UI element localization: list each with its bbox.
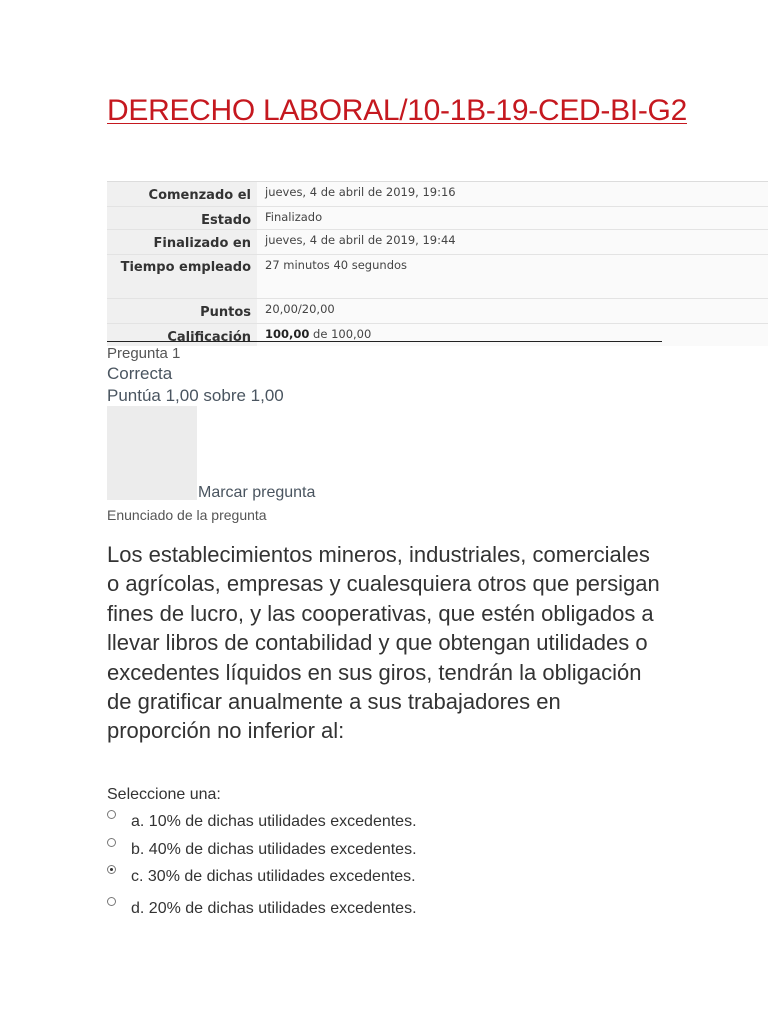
answer-option-label[interactable]: c. 30% de dichas utilidades excedentes. [131, 868, 416, 885]
summary-value: 20,00/20,00 [257, 299, 768, 323]
course-title-link[interactable]: DERECHO LABORAL/10-1B-19-CED-BI-G2 [107, 94, 687, 127]
summary-value: 27 minutos 40 segundos [257, 255, 768, 298]
answer-prompt: Seleccione una: [107, 786, 221, 803]
answer-option-c[interactable] [107, 867, 416, 887]
radio-button[interactable] [107, 810, 116, 819]
radio-button[interactable] [107, 838, 116, 847]
summary-value [257, 324, 768, 346]
radio-button-selected[interactable] [107, 865, 116, 874]
question-number: Pregunta 1 [107, 345, 181, 362]
attempt-summary-table [107, 181, 768, 346]
summary-row-points [107, 298, 768, 323]
summary-value: jueves, 4 de abril de 2019, 19:44 [257, 230, 768, 254]
question-stem-caption: Enunciado de la pregunta [107, 507, 267, 523]
summary-row-grade [107, 323, 768, 346]
answer-option-d[interactable] [107, 899, 417, 919]
summary-label: Puntos [107, 299, 257, 323]
summary-row-finished [107, 229, 768, 254]
answer-option-a[interactable] [107, 812, 417, 832]
summary-row-time-taken [107, 254, 768, 298]
summary-label: Calificación [107, 324, 257, 346]
question-grade: Puntúa 1,00 sobre 1,00 [107, 386, 284, 405]
grade-max: de 100,00 [309, 327, 372, 341]
summary-row-started [107, 181, 768, 206]
question-text: Los establecimientos mineros, industriales, comerciales o agrícolas, empresas y cualesquiera otros que persigan fines de lucro, y las cooperativas, que estén obligados a llevar libros de contabilidad y que obtengan utilidades o excedentes líquidos en sus giros, tendrán la obligación de gratificar anualmente a sus trabajadores en proporción no inferior al: [107, 542, 660, 744]
answer-option-b[interactable] [107, 840, 417, 860]
flag-icon[interactable] [107, 406, 197, 500]
answer-option-label[interactable]: a. 10% de dichas utilidades excedentes. [131, 813, 417, 830]
radio-button[interactable] [107, 897, 116, 906]
summary-row-state [107, 206, 768, 229]
answer-option-label[interactable]: b. 40% de dichas utilidades excedentes. [131, 841, 417, 858]
flag-question-link[interactable]: Marcar pregunta [198, 484, 316, 501]
summary-label: Finalizado en [107, 230, 257, 254]
summary-label: Comenzado el [107, 182, 257, 206]
summary-label: Estado [107, 207, 257, 229]
summary-value: jueves, 4 de abril de 2019, 19:16 [257, 182, 768, 206]
summary-value: Finalizado [257, 207, 768, 229]
summary-label: Tiempo empleado [107, 255, 257, 298]
summary-divider [107, 341, 662, 342]
answer-option-label[interactable]: d. 20% de dichas utilidades excedentes. [131, 900, 417, 917]
question-state: Correcta [107, 364, 173, 383]
grade-score: 100,00 [265, 327, 310, 341]
